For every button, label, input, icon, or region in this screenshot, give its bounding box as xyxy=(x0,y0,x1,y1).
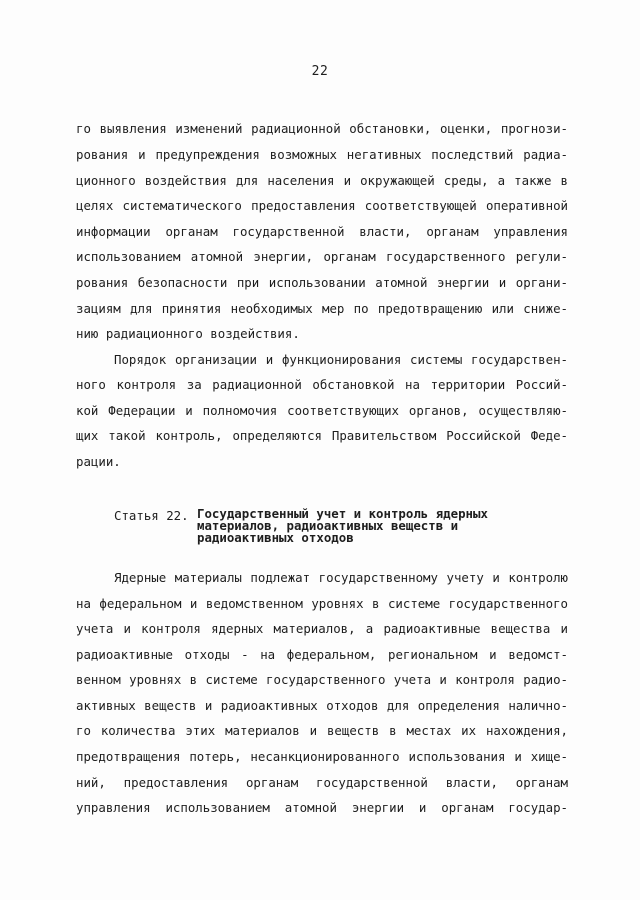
paragraph-2-line: ного контроля за радиационной обстановкой на территории Россий- xyxy=(76,377,568,392)
paragraph-3-line: на федеральном и ведомственном уровнях в системе государственного xyxy=(76,596,568,611)
paragraph-3-line: го количества этих материалов и веществ в местах их нахождения, xyxy=(76,723,568,738)
article-title xyxy=(197,508,557,544)
paragraph-1-line: зациям для принятия необходимых мер по предотвращению или сниже- xyxy=(76,301,568,316)
paragraph-3-line: предотвращения потерь, несанкционированного использования и хище- xyxy=(76,749,568,764)
paragraph-2-line: рации. xyxy=(76,454,121,469)
paragraph-1-line: информации органам государственной власти, органам управления xyxy=(76,224,568,239)
paragraph-1-line: рования безопасности при использовании атомной энергии и органи- xyxy=(76,275,568,290)
paragraph-1-line: использованием атомной энергии, органам государственного регули- xyxy=(76,249,568,264)
paragraph-1-line: го выявления изменений радиационной обстановки, оценки, прогнози- xyxy=(76,121,568,136)
article-title-line: материалов, радиоактивных веществ и xyxy=(197,518,459,533)
paragraph-2-line: щих такой контроль, определяются Правительством Российской Феде- xyxy=(76,428,568,443)
paragraph-1-line: целях систематического предоставления соответствующей оперативной xyxy=(76,198,568,213)
paragraph-3-line: управления использованием атомной энергии и органам государ- xyxy=(76,800,568,815)
paragraph-3-line: Ядерные материалы подлежат государственному учету и контролю xyxy=(114,570,568,585)
paragraph-1-line: рования и предупреждения возможных негативных последствий радиа- xyxy=(76,147,568,162)
paragraph-1-line: ционного воздействия для населения и окружающей среды, а также в xyxy=(76,173,568,188)
paragraph-3-line: активных веществ и радиоактивных отходов для определения налично- xyxy=(76,698,568,713)
paragraph-2-line: Порядок организации и функционирования системы государствен- xyxy=(114,352,568,367)
paragraph-1-line: нию радиационного воздействия. xyxy=(76,326,300,341)
article-title-line: Государственный учет и контроль ядерных xyxy=(197,506,488,521)
paragraph-2-line: кой Федерации и полномочия соответствующих органов, осуществляю- xyxy=(76,403,568,418)
paragraph-3-line: радиоактивные отходы - на федеральном, региональном и ведомст- xyxy=(76,647,568,662)
paragraph-3-line: учета и контроля ядерных материалов, а радиоактивные вещества и xyxy=(76,621,568,636)
page-number: 22 xyxy=(311,64,329,79)
article-title-line: радиоактивных отходов xyxy=(197,530,354,545)
paragraph-3-line: ний, предоставления органам государственной власти, органам xyxy=(76,775,568,790)
paragraph-3-line: венном уровнях в системе государственного учета и контроля радио- xyxy=(76,672,568,687)
article-label: Статья 22. xyxy=(114,508,189,523)
